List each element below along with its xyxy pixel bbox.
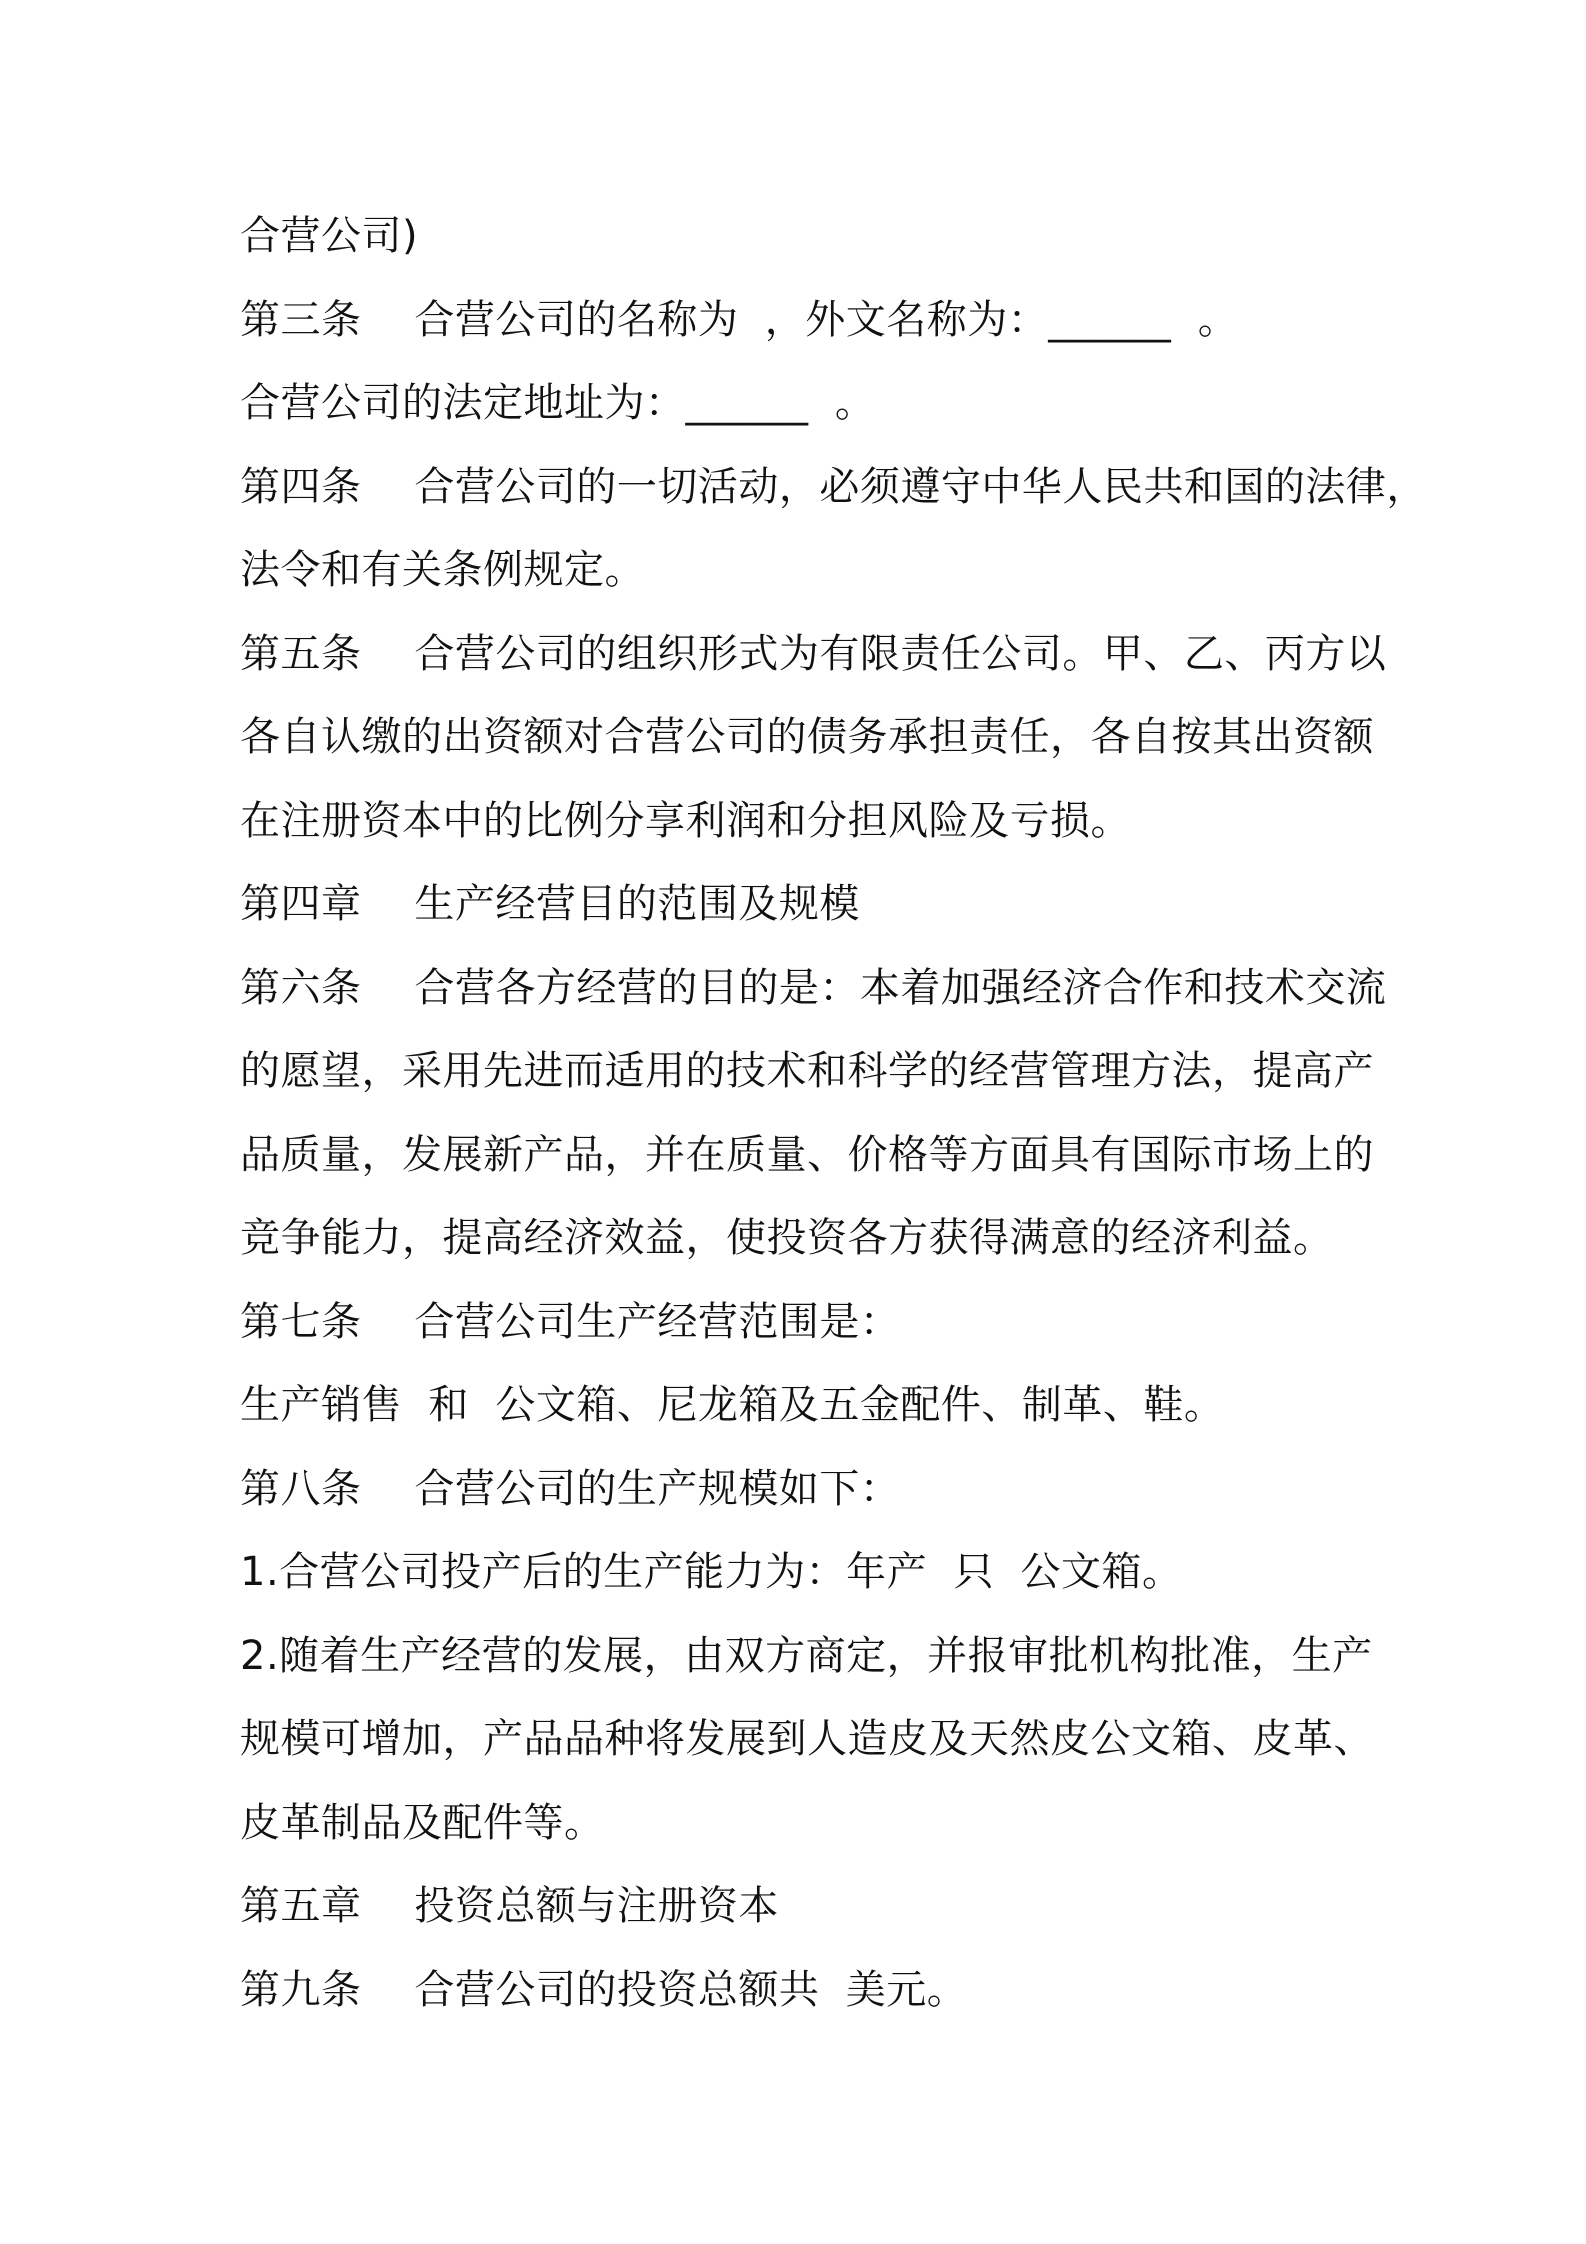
- text-line: 皮革制品及配件等。: [240, 1799, 605, 1846]
- chapter-heading: 第五章 投资总额与注册资本: [240, 1883, 779, 1929]
- text-line: 第六条 合营各方经营的目的是：本着加强经济合作和技术交流: [240, 964, 1387, 1011]
- text-line: 2.随着生产经营的发展，由双方商定，并报审批机构批准，生产: [240, 1632, 1373, 1679]
- text-line: 的愿望，采用先进而适用的技术和科学的经营管理方法，提高产: [240, 1048, 1374, 1094]
- text-line: 法令和有关条例规定。: [240, 547, 645, 593]
- text-line: 竞争能力，提高经济效益，使投资各方获得满意的经济利益。: [240, 1215, 1334, 1261]
- text-line: 第七条 合营公司生产经营范围是：: [240, 1298, 901, 1345]
- text-line: 生产销售 和 公文箱、尼龙箱及五金配件、制革、鞋。: [240, 1382, 1225, 1428]
- text-line: 规模可增加，产品品种将发展到人造皮及天然皮公文箱、皮革、: [240, 1716, 1374, 1762]
- text-line: 在注册资本中的比例分享利润和分担风险及亏损。: [240, 797, 1131, 844]
- text-line: 1.合营公司投产后的生产能力为：年产 只 公文箱。: [240, 1549, 1183, 1595]
- chapter-heading: 第四章 生产经营目的范围及规模: [240, 881, 860, 927]
- text-line: 各自认缴的出资额对合营公司的债务承担责任，各自按其出资额: [240, 714, 1374, 760]
- text-line: 品质量，发展新产品，并在质量、价格等方面具有国际市场上的: [240, 1131, 1374, 1178]
- text-line: 第五条 合营公司的组织形式为有限责任公司。甲、乙、丙方以: [240, 630, 1387, 677]
- text-line: 第九条 合营公司的投资总额共 美元。: [240, 1966, 968, 2013]
- text-line: 第三条 合营公司的名称为 ，外文名称为：______ 。: [240, 296, 1239, 343]
- text-line: 第四条 合营公司的一切活动，必须遵守中华人民共和国的法律，: [240, 463, 1427, 510]
- text-line: 合营公司的法定地址为：______ 。: [240, 380, 876, 426]
- text-line: 合营公司): [240, 213, 419, 259]
- document-body: [240, 195, 1427, 2032]
- text-line: 第八条 合营公司的生产规模如下：: [240, 1465, 901, 1512]
